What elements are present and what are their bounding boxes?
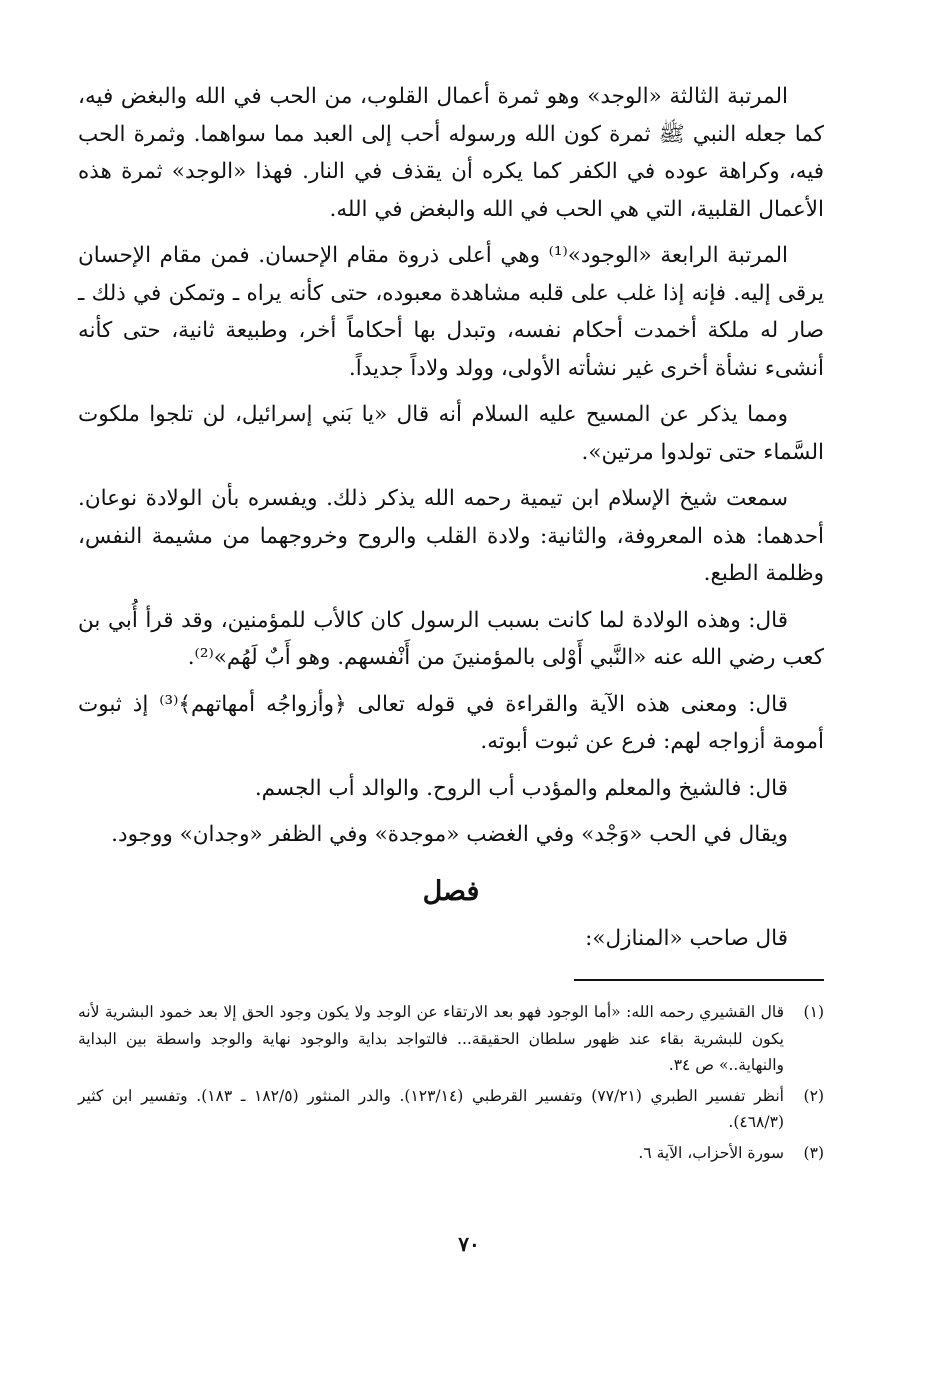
- page-number: ٧٠: [458, 1232, 480, 1256]
- paragraph-4: سمعت شيخ الإسلام ابن تيمية رحمه الله يذكر ذلك. ويفسره بأن الولادة نوعان. أحدهما: هذه المعروفة، والثانية: ولادة القلب والروح وخروجهما من مشيمة النفس، وظلمة الطبع.: [78, 486, 824, 586]
- paragraph-2: المرتبة الرابعة «الوجود»⁽¹⁾ وهي أعلى ذروة مقام الإحسان. فمن مقام الإحسان يرقى إليه. فإنه إذا غلب على قلبه مشاهدة معبوده، حتى كأنه يراه ـ وتمكن في ذلك ـ صار له ملكة أخمدت أحكام نفسه، وتبدل بها أحكاماً أخر، وطبيعة ثانية، حتى كأنه أنشىء نشأة أخرى غير نشأته الأولى، وولد ولاداً جديداً.: [78, 243, 825, 381]
- footnote-number: (٣): [803, 1143, 824, 1162]
- paragraph-6: قال: ومعنى هذه الآية والقراءة في قوله تعالى ﴿وأزواجُه أمهاتهم﴾⁽³⁾ إذ ثبوت أمومة أزواجه لهم: فرع عن ثبوت أبوته.: [78, 691, 824, 754]
- paragraph-8: ويقال في الحب «وَجْد» وفي الغضب «موجدة» وفي الظفر «وجدان» ووجود.: [111, 822, 788, 847]
- paragraph-1: المرتبة الثالثة «الوجد» وهو ثمرة أعمال القلوب، من الحب في الله والبغض فيه، كما جعله النبي ﷺ ثمرة كون الله ورسوله أحب إلى العبد مما سواهما. وثمرة الحب فيه، وكراهة عوده في الكفر كما يكره أن يقذف في النار. فهذا «الوجد» ثمرة هذه الأعمال القلبية، التي هي الحب في الله والبغض في الله.: [78, 84, 824, 222]
- footnote-item: [78, 1083, 824, 1136]
- section-heading: فصل: [422, 875, 480, 907]
- footnote-text: قال القشيري رحمه الله: «أما الوجود فهو بعد الارتقاء عن الوجد ولا يكون وجود الحق إلا بعد خمود البشرية لأنه يكون للبشرية بقاء عند ظهور سلطان الحقيقة... فالتواجد بداية والوجود نهاية والوجد واسطة بين البداية والنهاية..» ص ٣٤.: [78, 1003, 784, 1074]
- paragraph-5: قال: وهذه الولادة لما كانت بسبب الرسول كان كالأب للمؤمنين، وقد قرأ أُبي بن كعب رضي الله عنه «النَّبي أَوْلى بالمؤمنينَ من أَنْفسهم. وهو أَبٌ لَهُم»⁽²⁾.: [78, 607, 824, 670]
- paragraph-3: ومما يذكر عن المسيح عليه السلام أنه قال «يا بَني إسرائيل، لن تلجوا ملكوت السَّماء حتى تولدوا مرتين».: [78, 402, 824, 465]
- footnote-number: (١): [803, 1003, 824, 1021]
- footnote-text: سورة الأحزاب، الآية ٦.: [638, 1143, 784, 1162]
- footnote-divider: [574, 979, 824, 981]
- footnotes: [78, 999, 824, 1166]
- footnote-item: [78, 1140, 824, 1167]
- footnote-item: [78, 999, 824, 1079]
- footnote-text: أنظر تفسير الطبري (٧٧/٢١) وتفسير القرطبي (١٢٣/١٤). والدر المنثور (١٨٢/٥ ـ ١٨٣). وتفسير ابن كثير (٤٦٨/٣).: [78, 1086, 784, 1131]
- page-content: [78, 78, 824, 1170]
- section-intro: قال صاحب «المنازل»:: [585, 925, 788, 951]
- paragraph-7: قال: فالشيخ والمعلم والمؤدب أب الروح. والوالد أب الجسم.: [254, 775, 788, 801]
- footnote-number: (٢): [803, 1086, 824, 1105]
